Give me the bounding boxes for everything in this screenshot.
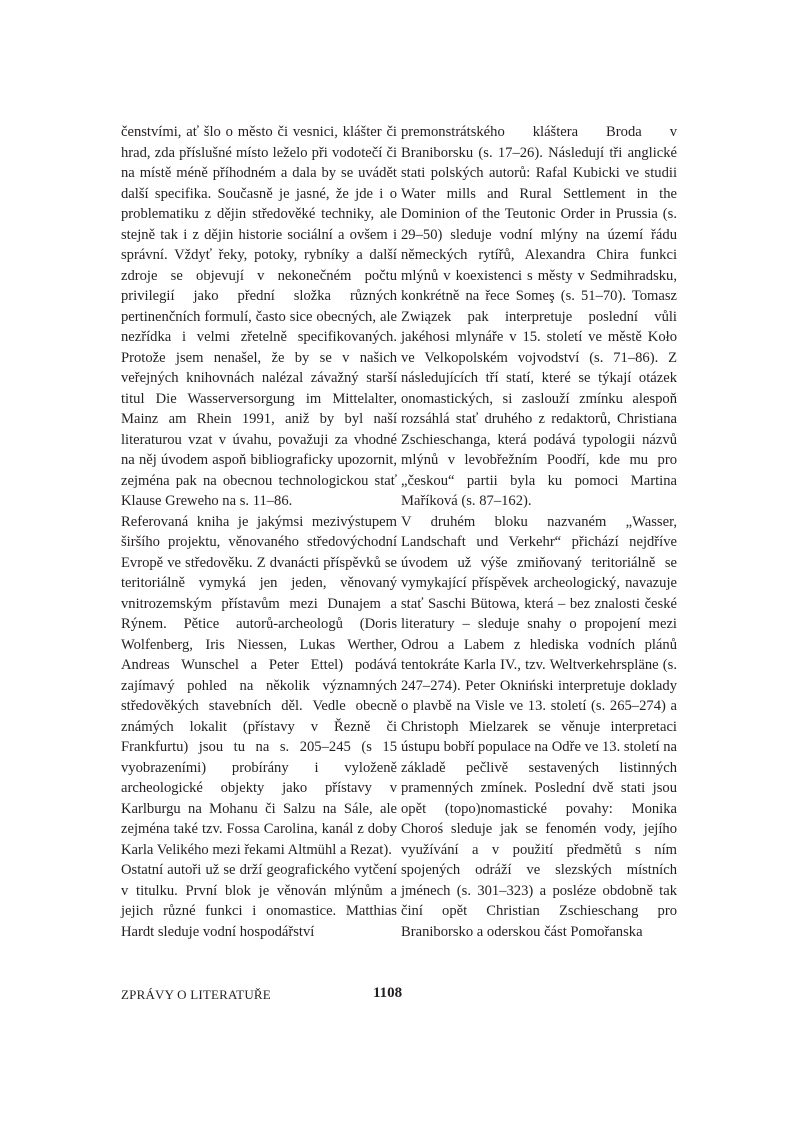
paragraph: V druhém bloku nazvaném „Wasser, Landschaft und Verkehr“ přichází nejdříve úvodem už výše zmiňovaný teritoriálně se vymykající příspěvek archeologický, navazuje stať Saschi Bütowa, která – bez znalosti české literatury – sleduje snahy o propojení mezi Odrou a Labem z hlediska vodních plánů tentokráte Karla IV., tzv. Weltverkehrspläne (s. 247–274). Peter Okniński interpretuje doklady o plavbě na Visle ve 13. století (s. 265–274) a Christoph Mielzarek se věnuje interpretaci ústupu bobří populace na Odře ve 13. století na základě pečlivě sestavených listinných pramenných zmínek. Poslední dvě stati jsou opět (topo)nomastické povahy: Monika Choroś sleduje jak se fenomén vody, jejího využívání a v použití předmětů s ním spojených odráží ve slezských místních jménech (s. 301–323) a posléze obdobně tak činí opět Christian Zschieschang pro Braniborsko a oderskou část Pomořanska xyxy=(401,513,677,940)
left-column xyxy=(121,122,397,942)
right-column xyxy=(401,122,677,942)
paragraph: Referovaná kniha je jakýmsi mezivýstupem širšího projektu, věnovaného středovýchodní Evropě ve středověku. Z dvanácti příspěvků se teritoriálně vymyká jen jeden, věnovaný vnitrozemským přístavům mezi Dunajem a Rýnem. Pětice autorů-archeologů (Doris Wolfenberg, Iris Niessen, Lukas Werther, Andreas Wunschel a Peter Ettel) podává zajímavý pohled na několik významných středověkých stavebních děl. Vedle obecně známých lokalit (přístavy v Řezně či Frankfurtu) jsou tu na s. 205–245 (s 15 vyobrazeními) probírány i vyloženě archeologické objekty jako přístavy v Karlburgu na Mohanu či Salzu na Sále, ale zejména také tzv. Fossa Carolina, kanál z doby Karla Velikého mezi řekami Altmühl a Rezat). xyxy=(121,513,397,858)
paragraph: premonstrátského kláštera Broda v Braniborsku (s. 17–26). Následují tři anglické stati polských autorů: Rafal Kubicki ve studii Water mills and Rural Settlement in the Dominion of the Teutonic Order in Prussia (s. 29–50) sleduje vodní mlýny na území řádu německých rytířů, Alexandra Chira funkci mlýnů v koexistenci s městy v Sedmihradsku, konkrétně na řece Someş (s. 51–70). Tomasz Związek pak interpretuje poslední vůli jakéhosi mlynáře v 15. století ve městě Koło ve Velkopolském vojvodství (s. 71–86). Z následujících tří statí, které se týkají otázek onomastických, si zaslouží zmínku alespoň rozsáhlá stať druhého z redaktorů, Christiana Zschieschanga, která podává typologii názvů mlýnů v levobřežním Poodří, kde mu pro „českou“ partii byla ku pomoci Martina Maříková (s. 87–162). xyxy=(401,124,677,509)
running-footer-section: ZPRÁVY O LITERATUŘE xyxy=(121,987,271,1002)
page-number: 1108 xyxy=(373,985,403,1001)
paragraph: Ostatní autoři už se drží geografického vytčení v titulku. První blok je věnován mlýnům a jejich různé funkci i onomastice. Matthias Hardt sleduje vodní hospodářství xyxy=(121,862,397,940)
paragraph: čenstvími, ať šlo o město či vesnici, klášter či hrad, zda příslušné místo leželo při vodotečí či na místě méně příhodném a dala by se uvádět další specifika. Současně je jasné, že jde i o problematiku z dějin středověké techniky, ale stejně tak i z dějin historie sociální a ovšem i správní. Vždyť řeky, potoky, rybníky a další zdroje se objevují v nekonečném počtu privilegií jako přední složka různých pertinenčních formulí, často sice obecných, ale nezřídka i velmi zřetelně specifikovaných. Protože jsem nenašel, že by se v našich veřejných knihovnách nalézal závažný starší titul Die Wasserversorgung im Mittelalter, Mainz am Rhein 1991, aniž by byl naší literaturou vzat v úvahu, považuji za vhodné na něj úvodem aspoň bibliograficky upozornit, zejména pak na obecnou technologickou stať Klause Greweho na s. 11–86. xyxy=(121,124,397,509)
